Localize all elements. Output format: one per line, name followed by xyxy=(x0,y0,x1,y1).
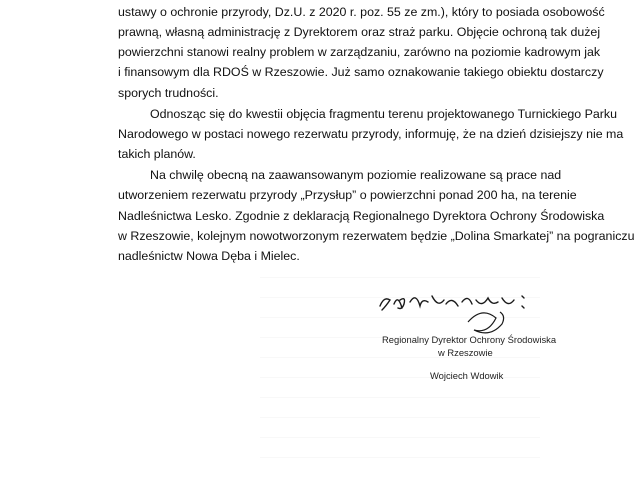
body-line-11: Nadleśnictwa Lesko. Zgodnie z deklaracją Regionalnego Dyrektora Ochrony Środowiska xyxy=(118,209,605,223)
body-line-7: Narodowego w postaci nowego rezerwatu przyrody, informuję, że na dzień dzisiejszy nie ma xyxy=(118,127,624,141)
signatory-name: Wojciech Wdowik xyxy=(430,370,504,381)
stamp-title-line-2: w Rzeszowie xyxy=(438,347,493,358)
body-line-6: Odnosząc się do kwestii objęcia fragmentu terenu projektowanego Turnickiego Parku xyxy=(150,107,617,121)
body-line-8: takich planów. xyxy=(118,147,196,161)
body-line-2: prawną, własną administrację z Dyrektorem oraz straż parku. Objęcie ochroną tak dużej xyxy=(118,25,601,39)
stamp-title-line-1: Regionalny Dyrektor Ochrony Środowiska xyxy=(382,334,557,345)
body-line-13: nadleśnictw Nowa Dęba i Mielec. xyxy=(118,249,300,263)
body-line-1: ustawy o ochronie przyrody, Dz.U. z 2020 r. poz. 55 ze zm.), który to posiada osobowość xyxy=(118,5,605,19)
body-line-10: utworzeniem rezerwatu przyrody „Przysłup” o powierzchni ponad 200 ha, na terenie xyxy=(118,188,577,202)
body-line-4: i finansowym dla RDOŚ w Rzeszowie. Już samo oznakowanie takiego obiektu dostarczy xyxy=(118,65,604,79)
body-line-5: sporych trudności. xyxy=(118,86,219,100)
body-line-12: w Rzeszowie, kolejnym nowotworzonym rezerwatem będzie „Dolina Smarkatej” na pograniczu xyxy=(118,229,635,243)
signature-block xyxy=(372,278,572,398)
body-line-9: Na chwilę obecną na zaawansowanym poziomie realizowane są prace nad xyxy=(150,168,562,182)
body-line-3: powierzchni stanowi realny problem w zarządzaniu, zarówno na poziomie kadrowym jak xyxy=(118,45,601,59)
